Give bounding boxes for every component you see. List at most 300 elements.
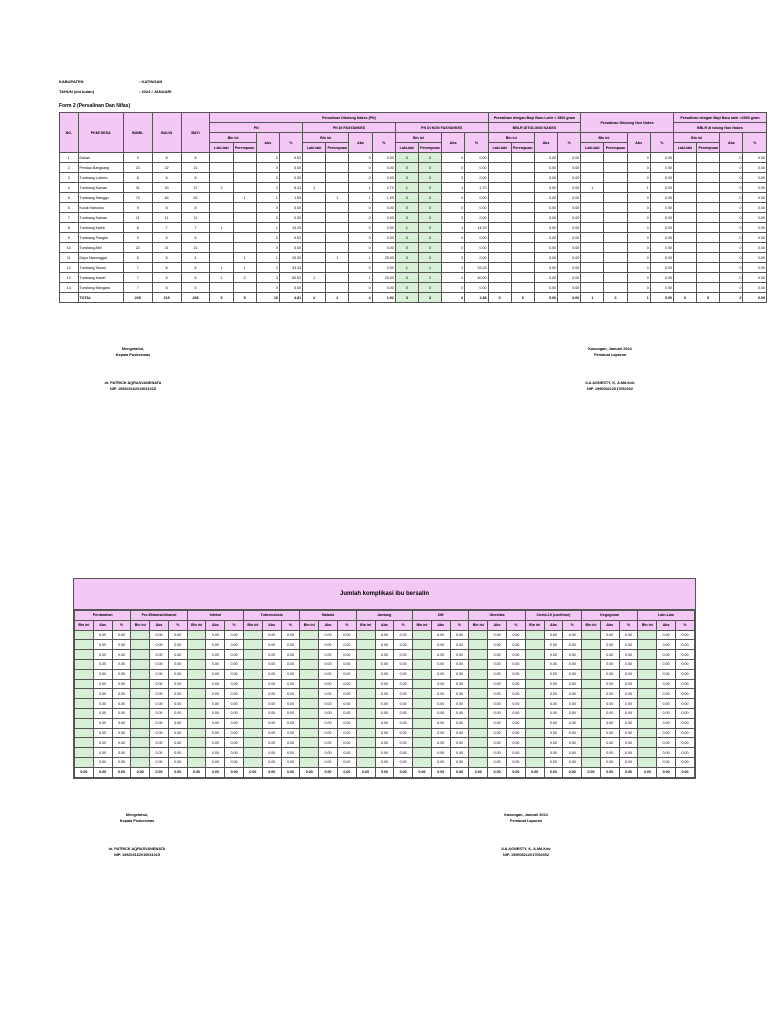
komplikasi-cell-abs: 0.00 [262, 630, 281, 640]
kepala-nip: NIP. 199203162019031015 [110, 387, 156, 391]
cell-a3: 2 [256, 263, 279, 273]
cell-c3: 2 [442, 273, 465, 283]
komplikasi-group-7: Obesitas [469, 611, 525, 621]
komplikasi-cell-pct: 0.00 [450, 650, 469, 660]
header-perempuan: Perempuan [326, 143, 349, 153]
komplikasi-cell-abs: 0.00 [206, 650, 225, 660]
cell-c2: 0 [418, 163, 441, 173]
komplikasi-cell-pct: 0.00 [281, 630, 300, 640]
cell-a3: 0 [256, 203, 279, 213]
date-label: Kasongan, Januari 2024 [588, 347, 632, 351]
komplikasi-group-0: Perdarahan [75, 611, 131, 621]
komplikasi-group-4: Malaria [300, 611, 356, 621]
komplikasi-group-8: Covid-19 (confirme) [525, 611, 581, 621]
cell-bumil: 7 [123, 263, 152, 273]
komplikasi-cell-abs: 0.00 [262, 699, 281, 709]
persalinan-table [59, 112, 767, 303]
komplikasi-cell-bln [413, 748, 432, 758]
cell-f1 [673, 263, 696, 273]
cell-f1 [673, 213, 696, 223]
cell-b4: 25.00 [372, 253, 395, 263]
signature-bottom-left [92, 812, 182, 858]
komplikasi-total-cell: 0.00 [300, 767, 319, 777]
komplikasi-cell-abs: 0.00 [93, 728, 112, 738]
komplikasi-cell-abs: 0.00 [93, 669, 112, 679]
cell-b4: 0.00 [372, 263, 395, 273]
cell-d1 [488, 153, 511, 163]
komplikasi-cell-abs: 0.00 [319, 650, 338, 660]
komplikasi-cell-bln [187, 738, 206, 748]
komplikasi-cell-pct: 0.00 [619, 757, 638, 767]
komplikasi-cell-abs: 0.00 [657, 689, 676, 699]
cell-f4: 0.00 [743, 273, 767, 283]
komplikasi-cell-abs: 0.00 [600, 748, 619, 758]
komplikasi-total-cell: 0.00 [525, 767, 544, 777]
cell-e3: 0 [627, 153, 650, 163]
cell-b4: 0.00 [372, 153, 395, 163]
cell-f1 [673, 283, 696, 293]
komplikasi-sub-1: Abs [431, 620, 450, 630]
cell-b2 [326, 173, 349, 183]
komplikasi-cell-bln [356, 630, 375, 640]
komplikasi-cell-pct: 0.00 [168, 659, 187, 669]
cell-a3: 0 [256, 243, 279, 253]
cell-a2 [233, 223, 256, 233]
komplikasi-sub-1: Abs [544, 620, 563, 630]
komplikasi-cell-pct: 0.00 [394, 689, 413, 699]
cell-desa: Tumbang Mangara [78, 283, 123, 293]
komplikasi-cell-pct: 0.00 [563, 757, 582, 767]
header-laki: Laki-laki [488, 143, 511, 153]
header-pct: % [558, 133, 581, 153]
header-abs: Abs [534, 133, 557, 153]
komplikasi-row [75, 738, 695, 748]
cell-bumil: 23 [123, 163, 152, 173]
komplikasi-cell-bln [131, 757, 150, 767]
komplikasi-cell-abs: 0.00 [375, 699, 394, 709]
komplikasi-cell-pct: 0.00 [112, 708, 131, 718]
komplikasi-cell-bln [300, 718, 319, 728]
cell-bayi: 5 [181, 283, 210, 293]
cell-e3: 0 [627, 213, 650, 223]
table-row [60, 253, 767, 263]
cell-c2: 0 [418, 213, 441, 223]
komplikasi-cell-bln [525, 630, 544, 640]
komplikasi-cell-bln [638, 708, 657, 718]
cell-f3: 0 [720, 283, 743, 293]
komplikasi-cell-bln [300, 757, 319, 767]
komplikasi-cell-pct: 0.00 [394, 708, 413, 718]
cell-d1 [488, 213, 511, 223]
cell-a2 [233, 233, 256, 243]
pembuat-nip: NIP. 199008212017052002 [587, 387, 633, 391]
komplikasi-cell-abs: 0.00 [150, 689, 169, 699]
komplikasi-cell-bln [413, 728, 432, 738]
header-bln-ini: Bln ini [673, 133, 719, 143]
komplikasi-cell-abs: 0.00 [488, 708, 507, 718]
komplikasi-cell-abs: 0.00 [431, 728, 450, 738]
komplikasi-group-3: Tuberculosis [244, 611, 300, 621]
cell-c1: 0 [395, 193, 418, 203]
komplikasi-cell-bln [244, 718, 263, 728]
komplikasi-cell-pct: 0.00 [619, 650, 638, 660]
cell-bulin: 6 [152, 263, 181, 273]
cell-a3: 1 [256, 193, 279, 203]
header-pn: PN [210, 123, 303, 133]
komplikasi-total-cell: 0.00 [638, 767, 657, 777]
komplikasi-cell-abs: 0.00 [150, 718, 169, 728]
komplikasi-total-cell: 0.00 [262, 767, 281, 777]
cell-d4: 0.00 [558, 153, 581, 163]
komplikasi-cell-bln [75, 669, 94, 679]
form-title: Form 2 (Persalinan Dan Nifas) [59, 103, 131, 109]
komplikasi-cell-pct: 0.00 [112, 630, 131, 640]
pembuat-label: Pembuat Laporan [509, 819, 543, 823]
komplikasi-cell-pct: 0.00 [337, 748, 356, 758]
cell-c3: 0 [442, 163, 465, 173]
komplikasi-cell-abs: 0.00 [657, 650, 676, 660]
komplikasi-cell-bln [131, 669, 150, 679]
komplikasi-sub-2: % [394, 620, 413, 630]
komplikasi-total-cell: 0.00 [431, 767, 450, 777]
komplikasi-cell-bln [244, 650, 263, 660]
cell-bayi: 21 [181, 163, 210, 173]
date-label: Kasongan, Januari 2024 [504, 813, 548, 817]
cell-f4: 0.00 [743, 163, 767, 173]
komplikasi-cell-pct: 0.00 [225, 757, 244, 767]
komplikasi-cell-bln [525, 640, 544, 650]
komplikasi-cell-bln [582, 757, 601, 767]
komplikasi-group-10: Lain-Lain [638, 611, 695, 621]
cell-b1 [303, 213, 326, 223]
signature-top-right [560, 346, 660, 392]
cell-a2: 5 [233, 293, 256, 303]
header-non-nakes-group: Persalinan Ditolong Non Nakes [581, 113, 674, 133]
komplikasi-cell-abs: 0.00 [206, 757, 225, 767]
komplikasi-total-cell: 0.00 [544, 767, 563, 777]
komplikasi-cell-pct: 0.00 [112, 757, 131, 767]
komplikasi-cell-bln [244, 640, 263, 650]
cell-b1: 2 [303, 293, 326, 303]
header-bbl-group: Persalinan dengan Bayi Baru Lahir < 2500 gram [488, 113, 581, 123]
cell-d4: 0.00 [558, 173, 581, 183]
table-row [60, 193, 767, 203]
cell-a3: 0 [256, 153, 279, 163]
komplikasi-cell-abs: 0.00 [488, 650, 507, 660]
cell-a2: 1 [233, 193, 256, 203]
komplikasi-cell-pct: 0.00 [225, 748, 244, 758]
header-laki: Laki-laki [210, 143, 233, 153]
header-bln-ini: Bln ini [210, 133, 256, 143]
cell-f1 [673, 253, 696, 263]
komplikasi-cell-bln [75, 659, 94, 669]
komplikasi-cell-abs: 0.00 [544, 630, 563, 640]
cell-bulin: 5 [152, 253, 181, 263]
cell-c4: 14.29 [465, 223, 488, 233]
komplikasi-cell-abs: 0.00 [431, 738, 450, 748]
komplikasi-cell-abs: 0.00 [600, 659, 619, 669]
komplikasi-cell-pct: 0.00 [563, 640, 582, 650]
cell-c4: 0.00 [465, 153, 488, 163]
komplikasi-cell-abs: 0.00 [600, 708, 619, 718]
cell-b2 [326, 163, 349, 173]
kabupaten-value: : KATINGAN [139, 79, 163, 84]
kabupaten-label: KABUPATEN [59, 79, 84, 84]
komplikasi-sub-1: Abs [262, 620, 281, 630]
cell-a3: 2 [256, 183, 279, 193]
cell-f4: 0.00 [743, 223, 767, 233]
komplikasi-cell-pct: 0.00 [394, 748, 413, 758]
komplikasi-cell-bln [469, 728, 488, 738]
komplikasi-cell-pct: 0.00 [450, 659, 469, 669]
komplikasi-sub-1: Abs [488, 620, 507, 630]
komplikasi-cell-bln [75, 650, 94, 660]
komplikasi-total-cell: 0.00 [413, 767, 432, 777]
cell-f2 [697, 203, 720, 213]
komplikasi-cell-bln [638, 669, 657, 679]
komplikasi-cell-abs: 0.00 [262, 728, 281, 738]
komplikasi-sub-2: % [225, 620, 244, 630]
cell-e2 [604, 183, 627, 193]
komplikasi-cell-pct: 0.00 [450, 708, 469, 718]
komplikasi-sub-1: Abs [375, 620, 394, 630]
cell-a1 [210, 173, 233, 183]
cell-bumil: 9 [123, 153, 152, 163]
cell-e2 [604, 153, 627, 163]
cell-e3: 0 [627, 233, 650, 243]
komplikasi-cell-pct: 0.00 [450, 718, 469, 728]
cell-bulin: 6 [152, 173, 181, 183]
komplikasi-cell-pct: 0.00 [112, 679, 131, 689]
komplikasi-cell-pct: 0.00 [112, 650, 131, 660]
cell-bayi: 6 [181, 173, 210, 183]
cell-b2: 1 [326, 253, 349, 263]
cell-b1 [303, 233, 326, 243]
komplikasi-cell-abs: 0.00 [206, 669, 225, 679]
cell-e2 [604, 263, 627, 273]
cell-b1 [303, 153, 326, 163]
cell-e4: 0.00 [650, 183, 673, 193]
cell-bayi: 21 [181, 243, 210, 253]
cell-d4: 0.00 [558, 273, 581, 283]
komplikasi-cell-pct: 0.00 [506, 650, 525, 660]
cell-bulin: 64 [152, 193, 181, 203]
komplikasi-cell-pct: 0.00 [450, 630, 469, 640]
komplikasi-cell-bln [75, 708, 94, 718]
cell-e3: 0 [627, 203, 650, 213]
cell-e1 [581, 163, 604, 173]
komplikasi-cell-pct: 0.00 [281, 669, 300, 679]
komplikasi-cell-pct: 0.00 [506, 757, 525, 767]
cell-bumil: 11 [123, 213, 152, 223]
cell-d3: 0.00 [534, 263, 557, 273]
cell-b3: 4 [349, 293, 372, 303]
cell-b1 [303, 203, 326, 213]
komplikasi-cell-bln [300, 679, 319, 689]
komplikasi-total-cell: 0.00 [225, 767, 244, 777]
komplikasi-total-cell: 0.00 [375, 767, 394, 777]
komplikasi-cell-bln [187, 630, 206, 640]
komplikasi-cell-abs: 0.00 [657, 679, 676, 689]
cell-b3: 1 [349, 273, 372, 283]
cell-f3: 0 [720, 233, 743, 243]
komplikasi-cell-abs: 0.00 [206, 699, 225, 709]
cell-d3: 0.00 [534, 293, 557, 303]
komplikasi-cell-pct: 0.00 [506, 748, 525, 758]
table-row [60, 263, 767, 273]
komplikasi-cell-pct: 0.00 [506, 669, 525, 679]
cell-c4: 0.00 [465, 243, 488, 253]
komplikasi-cell-pct: 0.00 [112, 728, 131, 738]
cell-d3: 0.00 [534, 153, 557, 163]
cell-b3: 0 [349, 153, 372, 163]
komplikasi-cell-bln [413, 630, 432, 640]
cell-f1 [673, 153, 696, 163]
komplikasi-cell-bln [300, 689, 319, 699]
komplikasi-cell-abs: 0.00 [544, 689, 563, 699]
cell-b2 [326, 203, 349, 213]
cell-bayi: 7 [181, 223, 210, 233]
kepala-nip: NIP. 199203162019031015 [114, 853, 160, 857]
cell-f4: 0.00 [743, 213, 767, 223]
komplikasi-cell-pct: 0.00 [168, 630, 187, 640]
cell-desa: Tumbang Kawei [78, 273, 123, 283]
komplikasi-cell-pct: 0.00 [394, 757, 413, 767]
cell-f2 [697, 213, 720, 223]
cell-f4: 0.00 [743, 243, 767, 253]
komplikasi-cell-pct: 0.00 [450, 757, 469, 767]
cell-c3: 6 [442, 293, 465, 303]
komplikasi-cell-pct: 0.00 [394, 650, 413, 660]
cell-b3: 0 [349, 283, 372, 293]
komplikasi-cell-abs: 0.00 [657, 669, 676, 679]
cell-b2 [326, 223, 349, 233]
cell-c2: 2 [418, 273, 441, 283]
komplikasi-cell-abs: 0.00 [319, 679, 338, 689]
komplikasi-cell-pct: 0.00 [506, 728, 525, 738]
cell-e1: 1 [581, 293, 604, 303]
komplikasi-cell-abs: 0.00 [600, 650, 619, 660]
komplikasi-row [75, 728, 695, 738]
komplikasi-cell-bln [525, 699, 544, 709]
komplikasi-cell-abs: 0.00 [488, 699, 507, 709]
komplikasi-cell-bln [356, 699, 375, 709]
cell-no: 8 [60, 223, 79, 233]
komplikasi-cell-pct: 0.00 [281, 650, 300, 660]
komplikasi-cell-pct: 0.00 [168, 738, 187, 748]
cell-a3: 10 [256, 293, 279, 303]
cell-desa: Tumbang Atei [78, 243, 123, 253]
komplikasi-cell-abs: 0.00 [375, 748, 394, 758]
cell-f3: 0 [720, 263, 743, 273]
komplikasi-cell-abs: 0.00 [206, 640, 225, 650]
komplikasi-cell-abs: 0.00 [319, 659, 338, 669]
komplikasi-cell-bln [525, 748, 544, 758]
cell-e1 [581, 153, 604, 163]
cell-d4: 0.00 [558, 233, 581, 243]
komplikasi-cell-pct: 0.00 [563, 708, 582, 718]
komplikasi-cell-abs: 0.00 [431, 640, 450, 650]
cell-c4: 0.00 [465, 173, 488, 183]
cell-f2 [697, 173, 720, 183]
komplikasi-cell-pct: 0.00 [112, 669, 131, 679]
cell-f2 [697, 163, 720, 173]
cell-b2 [326, 263, 349, 273]
komplikasi-cell-pct: 0.00 [281, 708, 300, 718]
cell-a4: 25.00 [279, 253, 302, 263]
cell-a1 [210, 253, 233, 263]
cell-bulin: 5 [152, 273, 181, 283]
cell-d2 [511, 183, 534, 193]
komplikasi-cell-bln [131, 679, 150, 689]
komplikasi-cell-bln [469, 679, 488, 689]
komplikasi-cell-bln [469, 689, 488, 699]
komplikasi-cell-abs: 0.00 [206, 630, 225, 640]
table-row [60, 213, 767, 223]
komplikasi-sub-1: Abs [93, 620, 112, 630]
komplikasi-cell-abs: 0.00 [150, 650, 169, 660]
cell-b4: 1.92 [372, 293, 395, 303]
komplikasi-cell-bln [525, 659, 544, 669]
cell-b4: 0.00 [372, 243, 395, 253]
komplikasi-total-cell: 0.00 [75, 767, 94, 777]
komplikasi-cell-bln [582, 728, 601, 738]
cell-d2 [511, 223, 534, 233]
komplikasi-cell-abs: 0.00 [600, 640, 619, 650]
komplikasi-cell-abs: 0.00 [262, 669, 281, 679]
komplikasi-row [75, 748, 695, 758]
komplikasi-cell-bln [356, 650, 375, 660]
komplikasi-cell-pct: 0.00 [563, 699, 582, 709]
komplikasi-cell-abs: 0.00 [262, 640, 281, 650]
komplikasi-cell-pct: 0.00 [563, 718, 582, 728]
komplikasi-cell-abs: 0.00 [319, 669, 338, 679]
cell-f3: 0 [720, 223, 743, 233]
komplikasi-cell-bln [187, 679, 206, 689]
cell-f4: 0.00 [743, 203, 767, 213]
cell-a2: 2 [233, 273, 256, 283]
cell-desa: Dayu Manunggal [78, 253, 123, 263]
cell-b2 [326, 213, 349, 223]
komplikasi-cell-pct: 0.00 [337, 640, 356, 650]
header-pct: % [743, 133, 767, 153]
cell-e3: 1 [627, 183, 650, 193]
komplikasi-cell-bln [187, 699, 206, 709]
cell-bulin: 215 [152, 293, 181, 303]
cell-a1: 1 [210, 223, 233, 233]
cell-a1 [210, 163, 233, 173]
komplikasi-sub-2: % [337, 620, 356, 630]
komplikasi-cell-bln [131, 718, 150, 728]
komplikasi-cell-bln [75, 679, 94, 689]
cell-d4: 0.00 [558, 183, 581, 193]
cell-b1 [303, 263, 326, 273]
komplikasi-cell-pct: 0.00 [619, 640, 638, 650]
komplikasi-total-cell: 0.00 [600, 767, 619, 777]
komplikasi-cell-bln [187, 718, 206, 728]
cell-a4: 0.00 [279, 173, 302, 183]
cell-a4: 4.81 [279, 293, 302, 303]
komplikasi-cell-bln [131, 708, 150, 718]
komplikasi-cell-abs: 0.00 [600, 757, 619, 767]
cell-b3: 0 [349, 203, 372, 213]
cell-e3: 0 [627, 273, 650, 283]
cell-no: 4 [60, 183, 79, 193]
cell-d1 [488, 283, 511, 293]
komplikasi-cell-abs: 0.00 [150, 757, 169, 767]
komplikasi-cell-bln [244, 699, 263, 709]
table-row [60, 203, 767, 213]
